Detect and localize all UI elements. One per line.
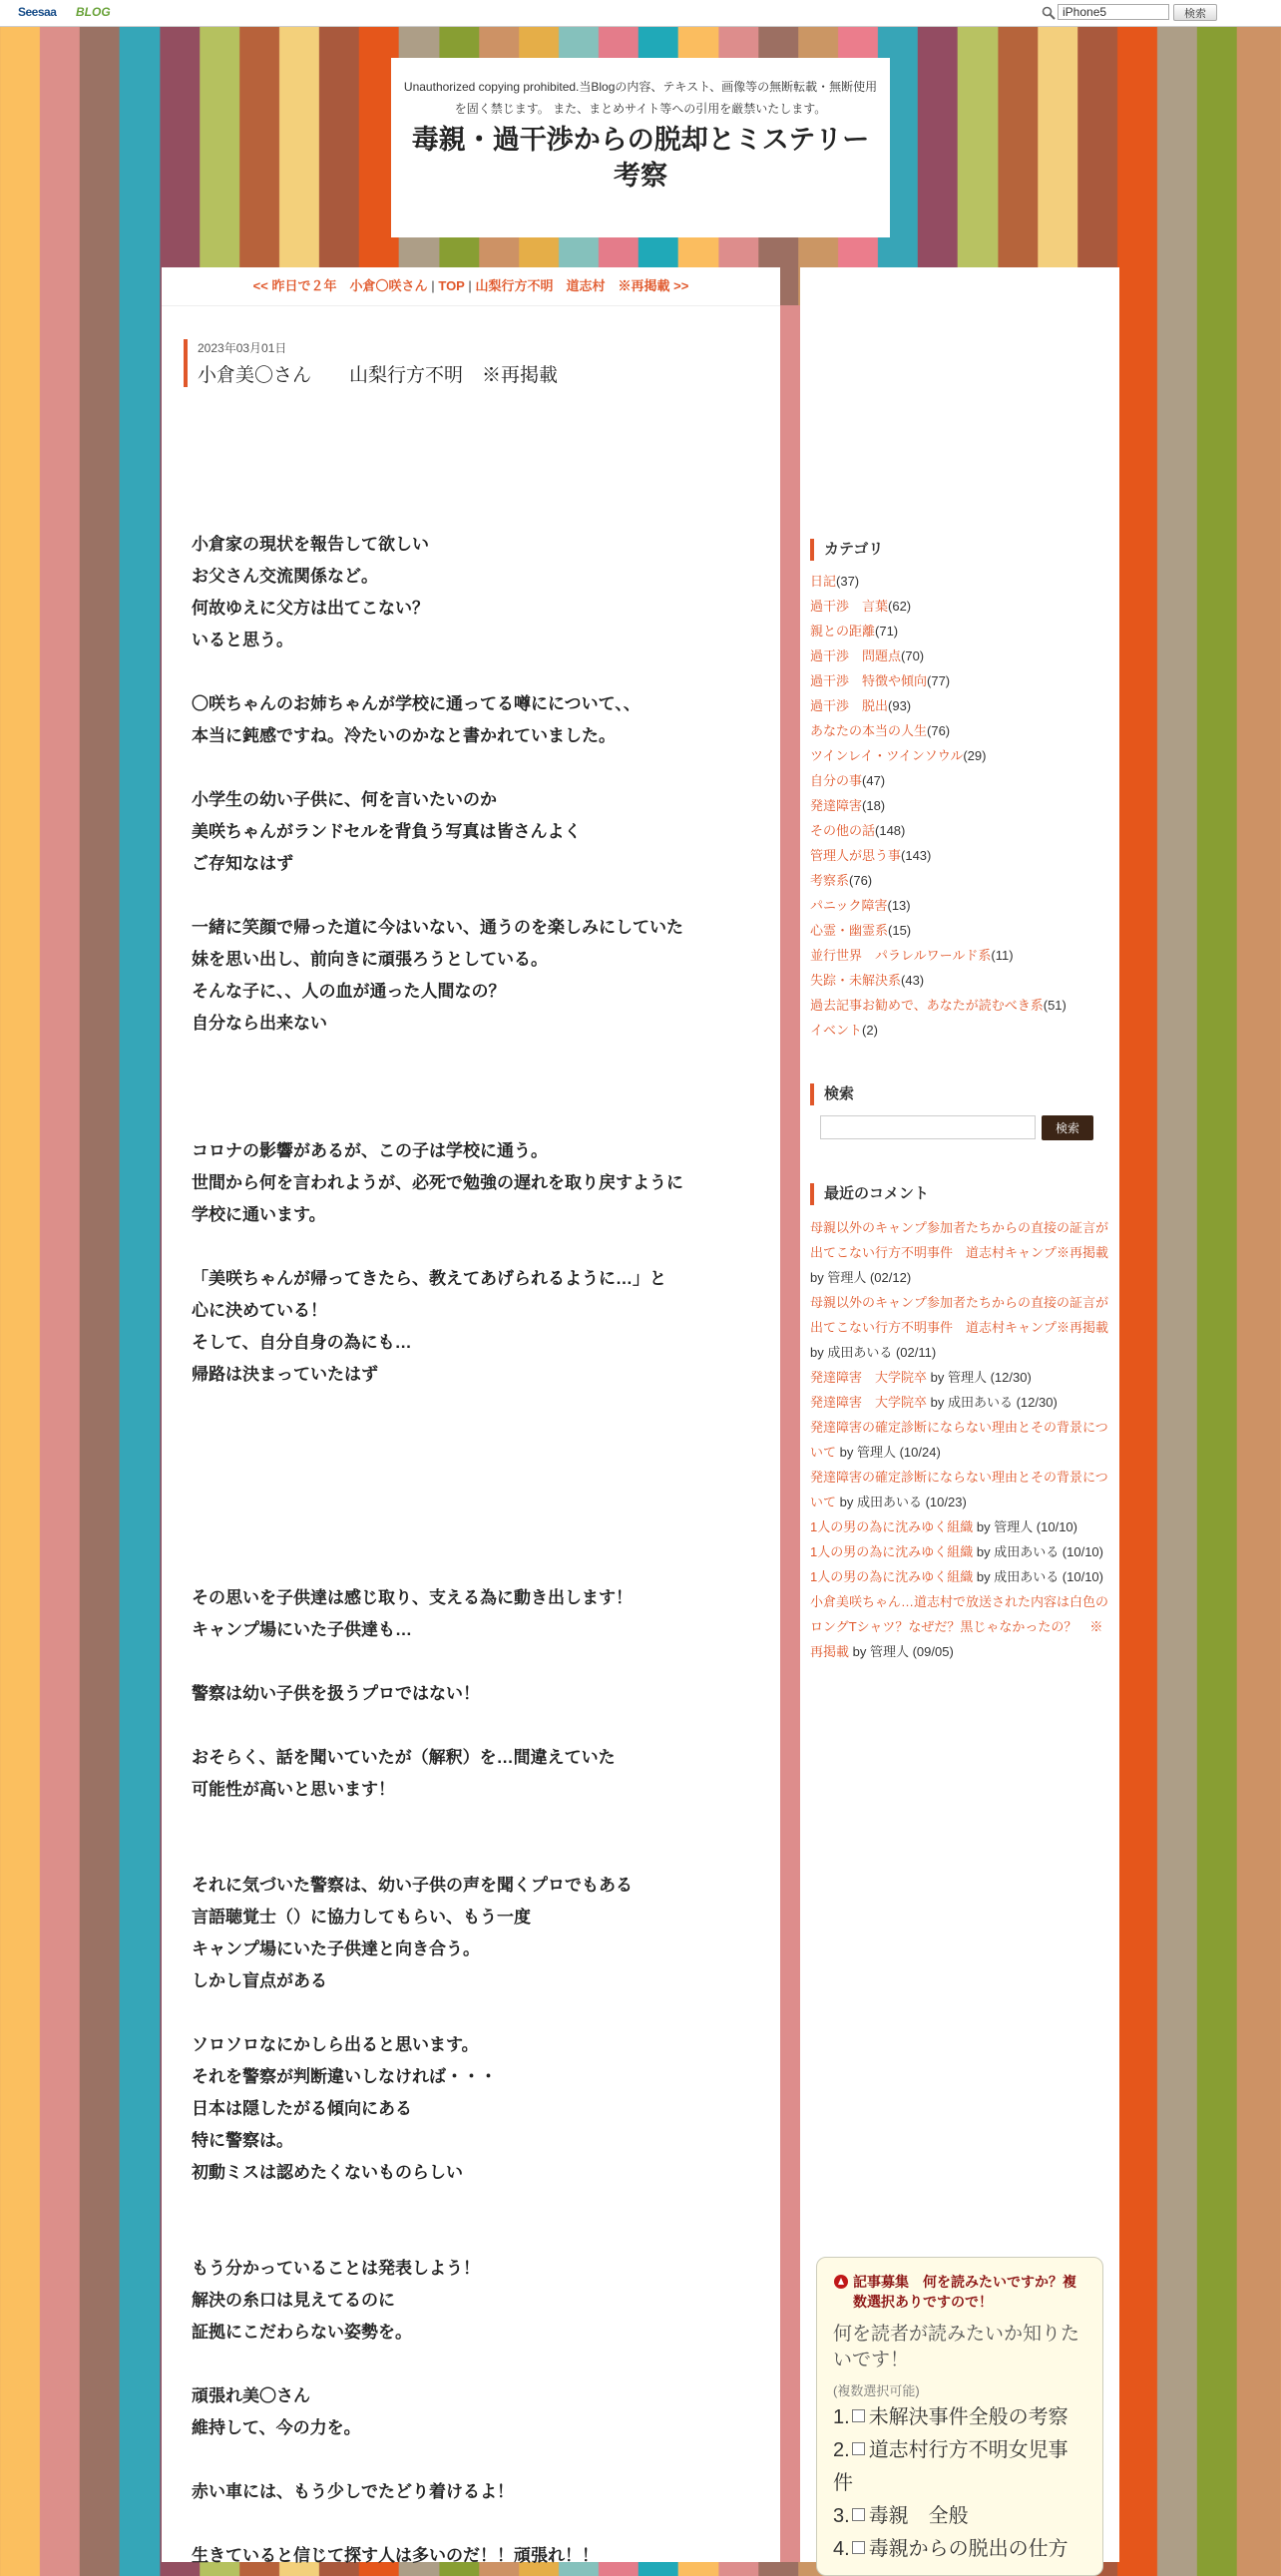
- category-count: (51): [1043, 998, 1067, 1013]
- comment-item: [810, 1514, 1109, 1539]
- category-count: (47): [862, 773, 886, 788]
- post-line: 可能性が高いと思います！: [192, 1780, 395, 1799]
- category-item: [810, 1018, 1109, 1043]
- post-line: 「美咲ちゃんが帰ってきたら、教えてあげられるように…」と: [192, 1269, 666, 1288]
- category-count: (13): [887, 898, 911, 913]
- prev-post-link[interactable]: << 昨日で２年 小倉〇咲さん: [252, 278, 428, 293]
- category-link[interactable]: 失踪・未解決系: [810, 973, 902, 988]
- post-line: ご存知なはず: [192, 854, 293, 873]
- comment-post-link[interactable]: 発達障害 大学院卒: [810, 1395, 928, 1410]
- post-line: 警察は幼い子供を扱うプロではない！: [192, 1684, 480, 1703]
- post-line: [192, 1806, 750, 1838]
- post-title[interactable]: 小倉美〇さん 山梨行方不明 ※再掲載: [198, 365, 559, 386]
- post-line: [192, 1455, 750, 1487]
- comment-post-link[interactable]: 発達障害 大学院卒: [810, 1370, 928, 1385]
- post-line: [192, 656, 750, 688]
- post-line: キャンプ場にいた子供達と向き合う。: [192, 1939, 480, 1958]
- post-line: 世間から何を言われようが、必死で勉強の遅れを取り戻すように: [192, 1173, 683, 1192]
- post-line: [192, 2444, 750, 2476]
- poll-option-number: 3.: [833, 2505, 850, 2527]
- poll-option-label: 毒親からの脱出の仕方: [868, 2538, 1068, 2560]
- category-count: (11): [991, 948, 1014, 963]
- category-item: [810, 768, 1109, 793]
- post-line: いると思う。: [192, 631, 293, 649]
- post-line: 維持して、今の力を。: [192, 2418, 361, 2437]
- category-count: (2): [862, 1023, 878, 1038]
- comment-post-link[interactable]: 母親以外のキャンプ参加者たちからの直接の証言が出てこない行方不明事件 道志村キャンプ※再掲載: [810, 1295, 1109, 1335]
- post-line: もう分かっていることは発表しよう！: [192, 2259, 480, 2278]
- post-line: 言語聴覚士（）に協力してもらい、もう一度: [192, 1908, 531, 1927]
- post-line: [192, 1646, 750, 1678]
- poll-option-label: 道志村行方不明女児事件: [833, 2439, 1068, 2494]
- seesaa-logo[interactable]: Seesaa: [18, 5, 57, 19]
- poll-title: [833, 2272, 1086, 2312]
- search-icon: [1042, 6, 1056, 20]
- post-line: [192, 1487, 750, 1518]
- post-line: [192, 2221, 750, 2253]
- nav-separator: |: [468, 278, 472, 293]
- poll-option-number: 2.: [833, 2439, 850, 2461]
- category-count: (29): [963, 748, 987, 763]
- post-line: [192, 1072, 750, 1103]
- category-count: (43): [901, 973, 925, 988]
- post-line: [192, 1423, 750, 1455]
- comment-item: [810, 1465, 1109, 1514]
- comment-author-date: by 管理人 (02/12): [810, 1270, 912, 1285]
- post-line: キャンプ場にいた子供達も…: [192, 1620, 412, 1639]
- post-body: [192, 529, 750, 2572]
- post-line: [192, 1997, 750, 2029]
- category-count: (70): [901, 648, 925, 663]
- category-link[interactable]: イベント: [810, 1023, 863, 1038]
- poll-option-number: 1.: [833, 2406, 850, 2428]
- top-search-button[interactable]: 検索: [1173, 4, 1217, 21]
- poll-option[interactable]: [833, 2500, 1086, 2533]
- poll-note: (複数選択可能): [833, 2383, 920, 2398]
- category-item: [810, 793, 1109, 818]
- post-line: そして、自分自身の為にも…: [192, 1333, 412, 1352]
- poll-option[interactable]: [833, 2533, 1086, 2566]
- post-line: 〇咲ちゃんのお姉ちゃんが学校に通ってる噂にについて、、: [192, 694, 640, 713]
- search-heading: 検索: [810, 1083, 854, 1105]
- post-line: [192, 1518, 750, 1550]
- category-item: [810, 993, 1109, 1018]
- category-count: (77): [927, 673, 951, 688]
- post-line: 自分なら出来ない: [192, 1014, 327, 1033]
- category-link[interactable]: パニック障害: [810, 898, 888, 913]
- comment-author-date: by 管理人 (10/10): [973, 1519, 1077, 1534]
- post-line: 本当に鈍感ですね。冷たいのかなと書かれていました。: [192, 726, 616, 745]
- post-line: お父さん交流関係など。: [192, 567, 378, 586]
- category-link[interactable]: 心霊・幽霊系: [810, 923, 889, 938]
- post-line: [192, 1040, 750, 1072]
- poll-option-label: 未解決事件全般の考察: [868, 2406, 1068, 2428]
- post-line: 一緒に笑顔で帰った道に今はいない、通うのを楽しみにしていた: [192, 918, 683, 937]
- comment-post-link[interactable]: 小倉美咲ちゃん…道志村で放送された内容は白色のロングTシャツ？なぜだ？黒じゃなかったの？ ※再掲載: [810, 1594, 1109, 1659]
- comment-author-date: by 成田あいる (10/10): [973, 1544, 1103, 1559]
- blog-title[interactable]: 毒親・過干渉からの脱却とミステリー考察: [411, 125, 870, 191]
- category-item: [810, 619, 1109, 644]
- poll-option[interactable]: [833, 2434, 1086, 2500]
- blog-header: [391, 58, 890, 237]
- category-item: [810, 818, 1109, 843]
- post-line: おそらく、話を聞いていたが（解釈）を…間違えていた: [192, 1748, 616, 1767]
- comment-item: [810, 1415, 1109, 1465]
- post-line: それを警察が判断違いしなければ・・・: [192, 2067, 497, 2086]
- post-line: [192, 1550, 750, 1582]
- post-line: 何故ゆえに父方は出てこない？: [192, 599, 429, 618]
- category-item: [810, 569, 1109, 594]
- post-line: 証拠にこだわらない姿勢を。: [192, 2323, 412, 2342]
- post-date: 2023年03月01日: [198, 341, 287, 355]
- post-line: [192, 752, 750, 784]
- category-count: (71): [875, 624, 899, 639]
- post-line: [192, 2189, 750, 2221]
- category-list: [810, 569, 1109, 1043]
- comment-post-link[interactable]: 母親以外のキャンプ参加者たちからの直接の証言が出てこない行方不明事件 道志村キャンプ※再掲載: [810, 1220, 1109, 1260]
- poll-checkbox[interactable]: [852, 2541, 865, 2554]
- next-post-link[interactable]: 山梨行方不明 道志村 ※再掲載 >>: [475, 278, 689, 293]
- post-line: 小倉家の現状を報告して欲しい: [192, 535, 429, 554]
- category-item: [810, 918, 1109, 943]
- post-line: それに気づいた警察は、幼い子供の声を聞くプロでもある: [192, 1876, 633, 1895]
- category-link[interactable]: 過干渉 問題点: [810, 648, 902, 663]
- post-line: 赤い車には、もう少しでたどり着けるよ！: [192, 2482, 514, 2501]
- category-count: (37): [836, 574, 860, 589]
- category-count: (62): [888, 599, 912, 614]
- top-link[interactable]: TOP: [438, 278, 465, 293]
- post-line: [192, 1103, 750, 1135]
- comment-post-link[interactable]: 1人の男の為に沈みゆく組織: [810, 1544, 974, 1559]
- category-link[interactable]: 考察系: [810, 873, 850, 888]
- post-line: その思いを子供達は感じ取り、支える為に動き出します！: [192, 1588, 633, 1607]
- post-line: 美咲ちゃんがランドセルを背負う写真は皆さんよく: [192, 822, 582, 841]
- poll-option-number: 4.: [833, 2538, 850, 2560]
- category-link[interactable]: 過干渉 特徴や傾向: [810, 673, 928, 688]
- post-header: [184, 339, 558, 387]
- post-line: コロナの影響があるが、この子は学校に通う。: [192, 1141, 548, 1160]
- category-count: (18): [862, 798, 886, 813]
- comment-post-link[interactable]: 発達障害の確定診断にならない理由とその背景について: [810, 1420, 1108, 1460]
- category-item: [810, 718, 1109, 743]
- category-link[interactable]: 管理人が思う事: [810, 848, 902, 863]
- categories-heading: カテゴリ: [810, 539, 883, 561]
- category-link[interactable]: ツインレイ・ツインソウル: [810, 748, 964, 763]
- column-divider: [780, 305, 800, 2562]
- post-line: [192, 1710, 750, 1742]
- post-line: 特に警察は。: [192, 2131, 293, 2150]
- post-line: [192, 1391, 750, 1423]
- category-count: (15): [888, 923, 912, 938]
- category-item: [810, 693, 1109, 718]
- poll-option-label: 毒親 全般: [868, 2505, 969, 2527]
- post-line: [192, 880, 750, 912]
- top-search-input[interactable]: [1058, 4, 1169, 20]
- comment-item: [810, 1539, 1109, 1564]
- category-link[interactable]: 発達障害: [810, 798, 863, 813]
- post-line: 頑張れ美〇さん: [192, 2386, 310, 2405]
- comment-post-link[interactable]: 発達障害の確定診断にならない理由とその背景について: [810, 1470, 1108, 1509]
- poll-icon: [833, 2274, 849, 2290]
- category-item: [810, 644, 1109, 668]
- category-link[interactable]: その他の話: [810, 823, 876, 838]
- comment-author-date: by 管理人 (12/30): [927, 1370, 1032, 1385]
- category-link[interactable]: あなたの本当の人生: [810, 723, 928, 738]
- post-line: [192, 2508, 750, 2540]
- post-line: 初動ミスは認めたくないものらしい: [192, 2163, 463, 2182]
- post-line: 心に決めている！: [192, 1301, 327, 1320]
- copyright-notice: Unauthorized copying prohibited.当Blogの内容、テキスト、画像等の無断転載・無断使用を固く禁じます。 また、まとめサイト等への引用を厳禁いたします。: [403, 80, 878, 116]
- poll-question: 何を読者が読みたいか知りたいです！: [833, 2324, 1080, 2370]
- top-bar: [0, 0, 1281, 27]
- category-link[interactable]: 日記: [810, 574, 837, 589]
- post-line: [192, 1838, 750, 1870]
- category-link[interactable]: 過干渉 言葉: [810, 599, 889, 614]
- comment-item: [810, 1564, 1109, 1589]
- post-navigation: [162, 267, 780, 306]
- recent-comments-list: [810, 1215, 1109, 1664]
- category-item: [810, 893, 1109, 918]
- category-link[interactable]: 自分の事: [810, 773, 863, 788]
- category-item: [810, 668, 1109, 693]
- poll-title-text: 記事募集 何を読みたいですか？複数選択ありですので！: [853, 2274, 1076, 2310]
- comment-author-date: by 成田あいる (02/11): [810, 1345, 937, 1360]
- category-item: [810, 594, 1109, 619]
- category-item: [810, 843, 1109, 868]
- post-line: [192, 2349, 750, 2380]
- poll-option[interactable]: [833, 2401, 1086, 2434]
- category-link[interactable]: 過去記事お勧めで、あなたが読むべき系: [810, 998, 1044, 1013]
- comment-author-date: by 管理人 (09/05): [849, 1644, 954, 1659]
- post-line: 学校に通います。: [192, 1205, 326, 1224]
- poll-options: [833, 2401, 1086, 2566]
- sidebar-search-button[interactable]: 検索: [1042, 1115, 1093, 1140]
- comment-post-link[interactable]: 1人の男の為に沈みゆく組織: [810, 1569, 974, 1584]
- comment-item: [810, 1365, 1109, 1390]
- category-link[interactable]: 過干渉 脱出: [810, 698, 889, 713]
- category-link[interactable]: 親との距離: [810, 624, 876, 639]
- post-line: 解決の糸口は見えてるのに: [192, 2291, 395, 2310]
- poll-checkbox[interactable]: [852, 2442, 865, 2455]
- post-line: 小学生の幼い子供に、何を言いたいのか: [192, 790, 497, 809]
- category-item: [810, 968, 1109, 993]
- post-line: しかし盲点がある: [192, 1971, 327, 1990]
- post-line: そんな子に、、人の血が通った人間なの？: [192, 982, 506, 1001]
- category-count: (148): [875, 823, 906, 838]
- recent-comments-heading: 最近のコメント: [810, 1183, 929, 1205]
- category-item: [810, 868, 1109, 893]
- comment-author-date: by 成田あいる (10/10): [973, 1569, 1103, 1584]
- post-line: 妹を思い出し、前向きに頑張ろうとしている。: [192, 950, 548, 969]
- post-line: [192, 1231, 750, 1263]
- comment-item: [810, 1589, 1109, 1664]
- comment-item: [810, 1215, 1109, 1290]
- poll-checkbox[interactable]: [852, 2508, 865, 2521]
- poll-checkbox[interactable]: [852, 2409, 865, 2422]
- post-line: 帰路は決まっていたはず: [192, 1365, 378, 1384]
- blog-logo[interactable]: BLOG: [76, 5, 111, 19]
- comment-item: [810, 1390, 1109, 1415]
- category-count: (143): [901, 848, 932, 863]
- post-line: ソロソロなにかしら出ると思います。: [192, 2035, 479, 2054]
- category-item: [810, 743, 1109, 768]
- category-link[interactable]: 並行世界 パラレルワールド系: [810, 948, 992, 963]
- sidebar-search-input[interactable]: [820, 1115, 1036, 1139]
- nav-separator: |: [431, 278, 435, 293]
- comment-post-link[interactable]: 1人の男の為に沈みゆく組織: [810, 1519, 974, 1534]
- post-line: 生きていると信じて探す人は多いのだ！！頑張れ！！: [192, 2546, 599, 2565]
- category-count: (76): [927, 723, 951, 738]
- comment-author-date: by 成田あいる (12/30): [927, 1395, 1058, 1410]
- category-count: (76): [849, 873, 873, 888]
- category-count: (93): [888, 698, 912, 713]
- category-item: [810, 943, 1109, 968]
- comment-author-date: by 管理人 (10/24): [836, 1445, 941, 1460]
- article-request-poll: [816, 2257, 1103, 2576]
- comment-author-date: by 成田あいる (10/23): [836, 1495, 967, 1509]
- post-line: 日本は隠したがる傾向にある: [192, 2099, 412, 2118]
- comment-item: [810, 1290, 1109, 1365]
